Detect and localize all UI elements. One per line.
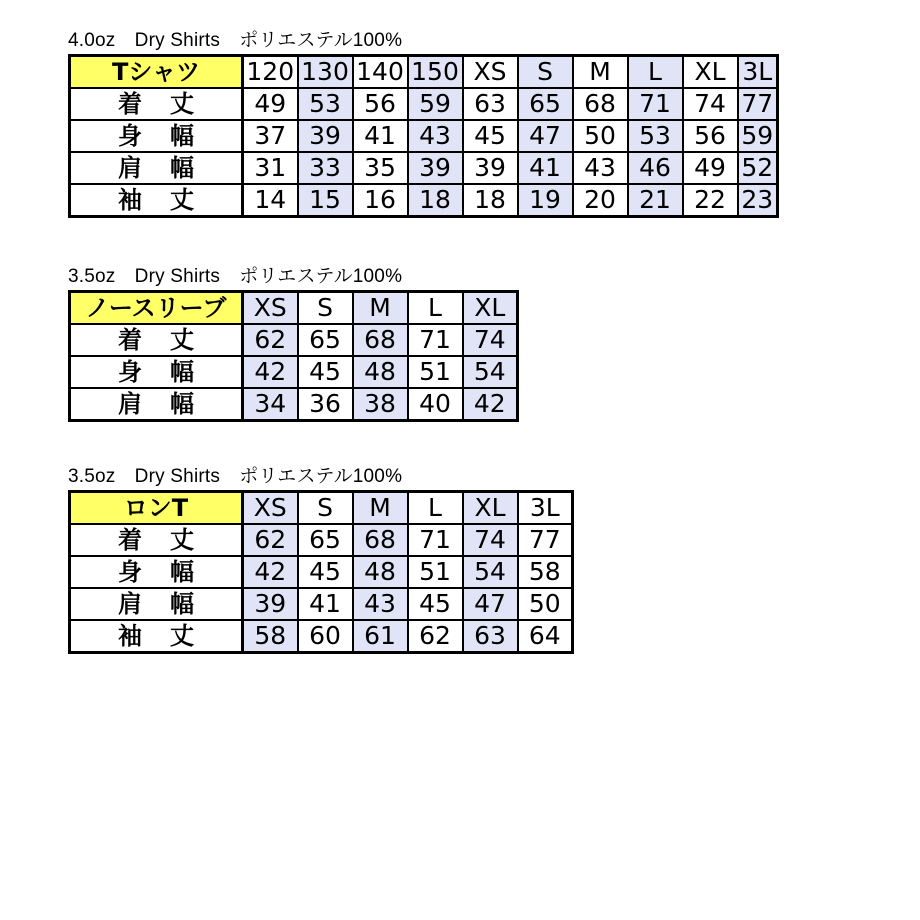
measurement-value: 58	[243, 620, 298, 653]
measurement-value: 37	[243, 120, 298, 152]
measurement-value: 68	[353, 324, 408, 356]
measurement-value: 71	[408, 524, 463, 556]
measurement-value: 22	[683, 184, 738, 217]
measurement-value: 43	[408, 120, 463, 152]
measurement-value: 54	[463, 356, 518, 388]
measurement-value: 34	[243, 388, 298, 421]
size-label: 130	[298, 56, 353, 89]
measurement-value: 42	[463, 388, 518, 421]
measurement-value: 46	[628, 152, 683, 184]
measurement-value: 48	[353, 556, 408, 588]
size-chart-tshirt	[68, 30, 779, 218]
measurement-value: 36	[298, 388, 353, 421]
measurement-value: 65	[518, 88, 573, 120]
measurement-value: 16	[353, 184, 408, 217]
measurement-row	[70, 388, 518, 421]
measurement-value: 42	[243, 556, 298, 588]
measurement-value: 18	[463, 184, 518, 217]
measurement-row	[70, 556, 573, 588]
measurement-value: 65	[298, 524, 353, 556]
size-label: M	[573, 56, 628, 89]
size-label: L	[628, 56, 683, 89]
size-label: S	[298, 492, 353, 525]
measurement-value: 74	[463, 324, 518, 356]
size-header-row	[70, 56, 778, 89]
measurement-row	[70, 356, 518, 388]
size-table	[68, 290, 519, 422]
measurement-value: 40	[408, 388, 463, 421]
measurement-value: 21	[628, 184, 683, 217]
size-label: XL	[463, 292, 518, 325]
measurement-value: 45	[408, 588, 463, 620]
measurement-row	[70, 524, 573, 556]
measurement-label: 肩幅	[70, 588, 243, 620]
measurement-value: 59	[738, 120, 778, 152]
measurement-value: 43	[573, 152, 628, 184]
measurement-value: 61	[353, 620, 408, 653]
measurement-value: 68	[573, 88, 628, 120]
measurement-value: 39	[463, 152, 518, 184]
measurement-value: 64	[518, 620, 573, 653]
measurement-value: 31	[243, 152, 298, 184]
measurement-value: 19	[518, 184, 573, 217]
measurement-value: 41	[353, 120, 408, 152]
measurement-value: 56	[353, 88, 408, 120]
measurement-value: 48	[353, 356, 408, 388]
measurement-value: 59	[408, 88, 463, 120]
measurement-value: 20	[573, 184, 628, 217]
measurement-label: 身幅	[70, 356, 243, 388]
measurement-row	[70, 152, 778, 184]
table-caption: 3.5oz Dry Shirts ポリエステル100%	[68, 266, 403, 287]
size-chart-long-tee	[68, 466, 574, 654]
measurement-value: 47	[463, 588, 518, 620]
measurement-value: 54	[463, 556, 518, 588]
garment-type-header: Tシャツ	[70, 56, 243, 89]
size-label: XS	[463, 56, 518, 89]
size-label: M	[353, 492, 408, 525]
measurement-value: 45	[463, 120, 518, 152]
size-header-row	[70, 492, 573, 525]
measurement-value: 49	[243, 88, 298, 120]
garment-type-header: ロンT	[70, 492, 243, 525]
measurement-value: 41	[298, 588, 353, 620]
measurement-value: 60	[298, 620, 353, 653]
measurement-value: 51	[408, 556, 463, 588]
measurement-label: 肩幅	[70, 388, 243, 421]
measurement-label: 袖丈	[70, 184, 243, 217]
measurement-label: 肩幅	[70, 152, 243, 184]
measurement-value: 51	[408, 356, 463, 388]
measurement-value: 43	[353, 588, 408, 620]
measurement-row	[70, 88, 778, 120]
measurement-row	[70, 120, 778, 152]
measurement-value: 62	[408, 620, 463, 653]
measurement-value: 53	[298, 88, 353, 120]
measurement-value: 53	[628, 120, 683, 152]
measurement-value: 49	[683, 152, 738, 184]
measurement-value: 71	[628, 88, 683, 120]
size-header-row	[70, 292, 518, 325]
measurement-value: 14	[243, 184, 298, 217]
measurement-value: 35	[353, 152, 408, 184]
measurement-label: 着丈	[70, 88, 243, 120]
measurement-value: 45	[298, 556, 353, 588]
measurement-row	[70, 588, 573, 620]
size-label: XS	[243, 292, 298, 325]
measurement-value: 74	[463, 524, 518, 556]
measurement-value: 42	[243, 356, 298, 388]
measurement-row	[70, 620, 573, 653]
measurement-value: 77	[518, 524, 573, 556]
measurement-value: 41	[518, 152, 573, 184]
size-table	[68, 54, 779, 218]
size-label: L	[408, 292, 463, 325]
measurement-value: 74	[683, 88, 738, 120]
table-caption: 4.0oz Dry Shirts ポリエステル100%	[68, 30, 403, 51]
garment-type-header: ノースリーブ	[70, 292, 243, 325]
table-caption: 3.5oz Dry Shirts ポリエステル100%	[68, 466, 403, 487]
size-label: 3L	[518, 492, 573, 525]
measurement-value: 52	[738, 152, 778, 184]
size-label: XL	[683, 56, 738, 89]
measurement-value: 56	[683, 120, 738, 152]
size-label: S	[298, 292, 353, 325]
measurement-value: 63	[463, 88, 518, 120]
size-label: S	[518, 56, 573, 89]
measurement-value: 62	[243, 324, 298, 356]
measurement-value: 47	[518, 120, 573, 152]
measurement-value: 71	[408, 324, 463, 356]
measurement-label: 袖丈	[70, 620, 243, 653]
measurement-value: 33	[298, 152, 353, 184]
size-label: 140	[353, 56, 408, 89]
size-label: XL	[463, 492, 518, 525]
measurement-row	[70, 324, 518, 356]
size-label: M	[353, 292, 408, 325]
measurement-value: 39	[243, 588, 298, 620]
measurement-value: 68	[353, 524, 408, 556]
measurement-value: 50	[573, 120, 628, 152]
measurement-label: 着丈	[70, 324, 243, 356]
measurement-value: 15	[298, 184, 353, 217]
size-label: XS	[243, 492, 298, 525]
measurement-value: 39	[298, 120, 353, 152]
measurement-value: 77	[738, 88, 778, 120]
size-table	[68, 490, 574, 654]
size-label: L	[408, 492, 463, 525]
measurement-value: 23	[738, 184, 778, 217]
size-label: 120	[243, 56, 298, 89]
measurement-value: 62	[243, 524, 298, 556]
measurement-value: 65	[298, 324, 353, 356]
measurement-value: 50	[518, 588, 573, 620]
measurement-label: 身幅	[70, 120, 243, 152]
measurement-value: 45	[298, 356, 353, 388]
measurement-value: 58	[518, 556, 573, 588]
size-chart-sleeveless	[68, 266, 519, 422]
measurement-label: 着丈	[70, 524, 243, 556]
measurement-value: 38	[353, 388, 408, 421]
measurement-label: 身幅	[70, 556, 243, 588]
size-label: 3L	[738, 56, 778, 89]
measurement-value: 18	[408, 184, 463, 217]
size-label: 150	[408, 56, 463, 89]
measurement-row	[70, 184, 778, 217]
measurement-value: 39	[408, 152, 463, 184]
measurement-value: 63	[463, 620, 518, 653]
